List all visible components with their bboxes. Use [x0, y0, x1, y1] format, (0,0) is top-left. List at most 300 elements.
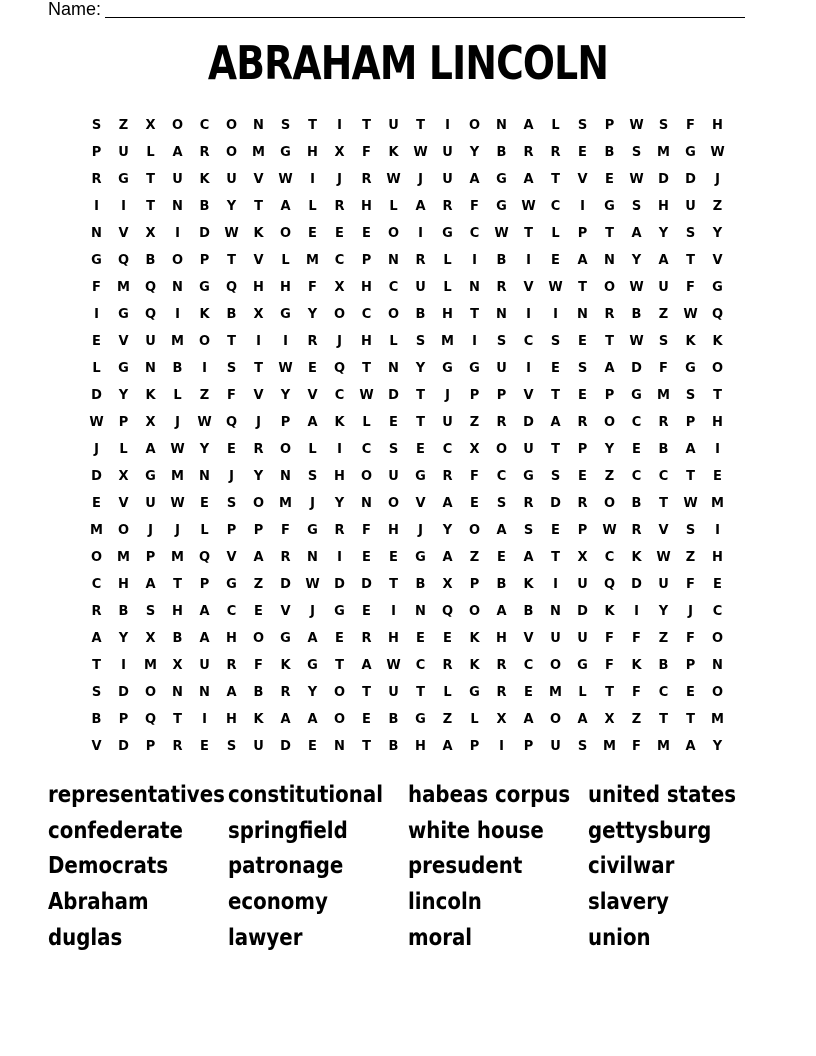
grid-letter[interactable]: Z	[442, 712, 453, 727]
grid-letter[interactable]: H	[172, 604, 183, 619]
grid-letter[interactable]: O	[225, 145, 238, 160]
grid-letter[interactable]: C	[334, 253, 345, 268]
grid-letter[interactable]: H	[307, 145, 318, 160]
grid-letter[interactable]: T	[578, 280, 587, 295]
grid-letter[interactable]: L	[443, 685, 452, 700]
grid-letter[interactable]: L	[308, 199, 317, 214]
grid-letter[interactable]: A	[496, 604, 507, 619]
grid-letter[interactable]: N	[361, 496, 372, 511]
grid-letter[interactable]: D	[388, 388, 399, 403]
grid-letter[interactable]: N	[199, 685, 210, 700]
grid-letter[interactable]: U	[145, 496, 156, 511]
grid-letter[interactable]: U	[550, 631, 561, 646]
grid-letter[interactable]: N	[577, 307, 588, 322]
grid-letter[interactable]: U	[388, 685, 399, 700]
grid-letter[interactable]: Y	[334, 496, 345, 511]
grid-letter[interactable]: W	[278, 172, 293, 187]
grid-letter[interactable]: X	[442, 577, 453, 592]
grid-letter[interactable]: E	[632, 442, 641, 457]
grid-letter[interactable]: L	[200, 523, 209, 538]
grid-letter[interactable]: G	[199, 280, 210, 295]
grid-letter[interactable]: H	[388, 523, 399, 538]
grid-letter[interactable]: H	[712, 118, 723, 133]
grid-letter[interactable]: Q	[144, 280, 157, 295]
grid-letter[interactable]: N	[145, 361, 156, 376]
grid-letter[interactable]: S	[415, 334, 426, 349]
grid-letter[interactable]: I	[175, 226, 180, 241]
grid-letter[interactable]: U	[199, 658, 210, 673]
grid-letter[interactable]: P	[253, 523, 264, 538]
grid-letter[interactable]: F	[281, 523, 290, 538]
grid-letter[interactable]: E	[551, 523, 560, 538]
grid-letter[interactable]: L	[578, 685, 587, 700]
grid-letter[interactable]: P	[199, 253, 210, 268]
grid-letter[interactable]: B	[523, 604, 534, 619]
grid-letter[interactable]: W	[197, 415, 212, 430]
grid-letter[interactable]: X	[145, 118, 156, 133]
grid-letter[interactable]: A	[658, 253, 669, 268]
grid-letter[interactable]: U	[442, 145, 453, 160]
grid-letter[interactable]: R	[577, 496, 588, 511]
grid-letter[interactable]: I	[121, 199, 126, 214]
grid-letter[interactable]: F	[254, 658, 263, 673]
grid-letter[interactable]: L	[92, 361, 101, 376]
grid-letter[interactable]: O	[171, 118, 184, 133]
grid-letter[interactable]: A	[361, 658, 372, 673]
grid-letter[interactable]: N	[307, 550, 318, 565]
grid-letter[interactable]: X	[334, 280, 345, 295]
grid-letter[interactable]: Z	[658, 631, 669, 646]
grid-letter[interactable]: I	[553, 577, 558, 592]
grid-letter[interactable]: E	[335, 631, 344, 646]
grid-letter[interactable]: S	[496, 496, 507, 511]
grid-letter[interactable]: X	[253, 307, 264, 322]
grid-letter[interactable]: L	[443, 280, 452, 295]
grid-letter[interactable]: C	[442, 442, 453, 457]
grid-letter[interactable]: D	[550, 496, 561, 511]
grid-letter[interactable]: X	[577, 550, 588, 565]
grid-letter[interactable]: M	[657, 388, 670, 403]
grid-letter[interactable]: G	[307, 523, 318, 538]
grid-letter[interactable]: J	[175, 523, 180, 538]
grid-letter[interactable]: V	[307, 388, 318, 403]
grid-letter[interactable]: L	[308, 442, 317, 457]
grid-letter[interactable]: N	[712, 658, 723, 673]
grid-letter[interactable]: O	[711, 361, 724, 376]
grid-letter[interactable]: O	[603, 280, 616, 295]
grid-letter[interactable]: U	[496, 361, 507, 376]
grid-letter[interactable]: B	[253, 685, 264, 700]
grid-letter[interactable]: E	[254, 604, 263, 619]
grid-letter[interactable]: B	[388, 739, 399, 754]
grid-letter[interactable]: O	[360, 469, 373, 484]
grid-letter[interactable]: T	[146, 199, 155, 214]
grid-letter[interactable]: R	[361, 172, 372, 187]
grid-letter[interactable]: R	[91, 604, 102, 619]
grid-letter[interactable]: T	[524, 226, 533, 241]
grid-letter[interactable]: D	[280, 739, 291, 754]
grid-letter[interactable]: E	[713, 577, 722, 592]
grid-letter[interactable]: E	[308, 226, 317, 241]
grid-letter[interactable]: Q	[225, 280, 238, 295]
grid-letter[interactable]: T	[173, 577, 182, 592]
grid-letter[interactable]: Y	[280, 388, 291, 403]
grid-letter[interactable]: F	[686, 118, 695, 133]
grid-letter[interactable]: I	[337, 442, 342, 457]
grid-letter[interactable]: G	[685, 361, 696, 376]
grid-letter[interactable]: E	[524, 685, 533, 700]
grid-letter[interactable]: D	[658, 172, 669, 187]
grid-letter[interactable]: T	[308, 118, 317, 133]
grid-letter[interactable]: O	[252, 496, 265, 511]
grid-letter[interactable]: J	[715, 172, 720, 187]
grid-letter[interactable]: T	[173, 712, 182, 727]
grid-letter[interactable]: I	[337, 550, 342, 565]
grid-letter[interactable]: F	[227, 388, 236, 403]
grid-letter[interactable]: J	[229, 469, 234, 484]
grid-letter[interactable]: G	[496, 172, 507, 187]
grid-letter[interactable]: T	[92, 658, 101, 673]
grid-letter[interactable]: B	[415, 577, 426, 592]
grid-letter[interactable]: U	[415, 280, 426, 295]
grid-letter[interactable]: T	[254, 199, 263, 214]
grid-letter[interactable]: D	[199, 226, 210, 241]
grid-letter[interactable]: I	[121, 658, 126, 673]
grid-letter[interactable]: F	[659, 361, 668, 376]
grid-letter[interactable]: B	[496, 577, 507, 592]
grid-letter[interactable]: W	[656, 550, 671, 565]
grid-letter[interactable]: L	[173, 388, 182, 403]
grid-letter[interactable]: U	[442, 172, 453, 187]
grid-letter[interactable]: Q	[144, 712, 157, 727]
grid-letter[interactable]: B	[172, 361, 183, 376]
grid-letter[interactable]: T	[686, 469, 695, 484]
grid-letter[interactable]: A	[523, 118, 534, 133]
grid-letter[interactable]: P	[361, 253, 372, 268]
grid-letter[interactable]: O	[387, 496, 400, 511]
grid-letter[interactable]: M	[171, 334, 184, 349]
grid-letter[interactable]: B	[604, 145, 615, 160]
grid-letter[interactable]: T	[686, 253, 695, 268]
grid-letter[interactable]: S	[91, 118, 102, 133]
grid-letter[interactable]: C	[469, 226, 480, 241]
grid-letter[interactable]: T	[470, 307, 479, 322]
grid-letter[interactable]: U	[388, 118, 399, 133]
grid-letter[interactable]: I	[472, 253, 477, 268]
grid-letter[interactable]: M	[657, 739, 670, 754]
grid-letter[interactable]: O	[333, 307, 346, 322]
grid-letter[interactable]: L	[362, 415, 371, 430]
grid-letter[interactable]: O	[117, 523, 130, 538]
grid-letter[interactable]: S	[631, 145, 642, 160]
grid-letter[interactable]: S	[577, 739, 588, 754]
grid-letter[interactable]: I	[634, 604, 639, 619]
grid-letter[interactable]: P	[469, 388, 480, 403]
grid-letter[interactable]: U	[442, 415, 453, 430]
grid-letter[interactable]: W	[224, 226, 239, 241]
grid-letter[interactable]: W	[629, 172, 644, 187]
grid-letter[interactable]: W	[386, 172, 401, 187]
grid-letter[interactable]: R	[334, 523, 345, 538]
grid-letter[interactable]: E	[335, 226, 344, 241]
grid-letter[interactable]: F	[308, 280, 317, 295]
grid-letter[interactable]: L	[389, 334, 398, 349]
grid-letter[interactable]: C	[226, 604, 237, 619]
grid-letter[interactable]: B	[145, 253, 156, 268]
grid-letter[interactable]: O	[279, 442, 292, 457]
grid-letter[interactable]: X	[145, 631, 156, 646]
grid-letter[interactable]: A	[442, 550, 453, 565]
grid-letter[interactable]: G	[415, 712, 426, 727]
grid-letter[interactable]: R	[415, 253, 426, 268]
grid-letter[interactable]: U	[577, 631, 588, 646]
grid-letter[interactable]: G	[685, 145, 696, 160]
grid-letter[interactable]: X	[118, 469, 129, 484]
grid-letter[interactable]: O	[252, 631, 265, 646]
grid-letter[interactable]: O	[495, 442, 508, 457]
grid-letter[interactable]: B	[199, 199, 210, 214]
grid-letter[interactable]: A	[550, 415, 561, 430]
grid-letter[interactable]: F	[686, 280, 695, 295]
grid-letter[interactable]: O	[144, 685, 157, 700]
grid-letter[interactable]: M	[603, 739, 616, 754]
grid-letter[interactable]: M	[657, 145, 670, 160]
grid-letter[interactable]: V	[280, 604, 291, 619]
grid-letter[interactable]: S	[145, 604, 156, 619]
grid-letter[interactable]: I	[310, 172, 315, 187]
grid-letter[interactable]: V	[91, 739, 102, 754]
grid-letter[interactable]: E	[551, 361, 560, 376]
grid-letter[interactable]: Z	[469, 415, 480, 430]
grid-letter[interactable]: R	[442, 658, 453, 673]
grid-letter[interactable]: T	[659, 496, 668, 511]
grid-letter[interactable]: O	[711, 631, 724, 646]
grid-letter[interactable]: J	[256, 415, 261, 430]
grid-letter[interactable]: V	[118, 496, 129, 511]
grid-letter[interactable]: I	[499, 739, 504, 754]
grid-letter[interactable]: A	[307, 415, 318, 430]
grid-letter[interactable]: T	[227, 334, 236, 349]
grid-letter[interactable]: E	[686, 685, 695, 700]
grid-letter[interactable]: V	[577, 172, 588, 187]
grid-letter[interactable]: Q	[603, 577, 616, 592]
grid-letter[interactable]: C	[523, 334, 534, 349]
grid-letter[interactable]: G	[469, 361, 480, 376]
grid-letter[interactable]: T	[362, 118, 371, 133]
grid-letter[interactable]: R	[442, 469, 453, 484]
grid-letter[interactable]: I	[283, 334, 288, 349]
grid-letter[interactable]: K	[199, 307, 210, 322]
grid-letter[interactable]: R	[604, 307, 615, 322]
grid-letter[interactable]: N	[604, 253, 615, 268]
grid-letter[interactable]: K	[469, 658, 480, 673]
grid-letter[interactable]: F	[605, 631, 614, 646]
grid-letter[interactable]: X	[469, 442, 480, 457]
grid-letter[interactable]: A	[523, 172, 534, 187]
grid-letter[interactable]: Q	[198, 550, 211, 565]
grid-letter[interactable]: G	[145, 469, 156, 484]
grid-letter[interactable]: Y	[118, 631, 129, 646]
grid-letter[interactable]: P	[280, 415, 291, 430]
grid-letter[interactable]: B	[226, 307, 237, 322]
grid-letter[interactable]: M	[117, 550, 130, 565]
grid-letter[interactable]: W	[89, 415, 104, 430]
grid-letter[interactable]: W	[170, 442, 185, 457]
grid-letter[interactable]: I	[472, 334, 477, 349]
grid-letter[interactable]: Y	[712, 739, 723, 754]
grid-letter[interactable]: I	[94, 307, 99, 322]
grid-letter[interactable]: C	[658, 685, 669, 700]
grid-letter[interactable]: U	[145, 334, 156, 349]
grid-letter[interactable]: M	[279, 496, 292, 511]
grid-letter[interactable]: J	[337, 334, 342, 349]
grid-letter[interactable]: I	[526, 307, 531, 322]
grid-letter[interactable]: T	[551, 388, 560, 403]
grid-letter[interactable]: C	[361, 442, 372, 457]
grid-letter[interactable]: Y	[307, 685, 318, 700]
grid-letter[interactable]: J	[418, 523, 423, 538]
grid-letter[interactable]: O	[603, 496, 616, 511]
grid-letter[interactable]: J	[310, 604, 315, 619]
grid-letter[interactable]: V	[523, 388, 534, 403]
grid-letter[interactable]: F	[605, 658, 614, 673]
grid-letter[interactable]: J	[148, 523, 153, 538]
grid-letter[interactable]: E	[605, 172, 614, 187]
grid-letter[interactable]: I	[175, 307, 180, 322]
grid-letter[interactable]: R	[658, 415, 669, 430]
grid-letter[interactable]: G	[118, 361, 129, 376]
grid-letter[interactable]: N	[172, 280, 183, 295]
grid-letter[interactable]: O	[171, 253, 184, 268]
grid-letter[interactable]: E	[389, 415, 398, 430]
grid-letter[interactable]: R	[361, 631, 372, 646]
grid-letter[interactable]: O	[333, 685, 346, 700]
grid-letter[interactable]: C	[604, 550, 615, 565]
grid-letter[interactable]: R	[91, 172, 102, 187]
grid-letter[interactable]: M	[441, 334, 454, 349]
grid-letter[interactable]: A	[631, 226, 642, 241]
grid-letter[interactable]: G	[280, 145, 291, 160]
grid-letter[interactable]: N	[388, 253, 399, 268]
grid-letter[interactable]: C	[415, 658, 426, 673]
grid-letter[interactable]: L	[551, 118, 560, 133]
grid-letter[interactable]: T	[416, 388, 425, 403]
grid-letter[interactable]: Z	[253, 577, 264, 592]
grid-letter[interactable]: W	[629, 280, 644, 295]
grid-letter[interactable]: T	[362, 361, 371, 376]
grid-letter[interactable]: P	[469, 577, 480, 592]
grid-letter[interactable]: B	[388, 712, 399, 727]
grid-letter[interactable]: W	[359, 388, 374, 403]
grid-letter[interactable]: K	[280, 658, 291, 673]
grid-letter[interactable]: G	[442, 226, 453, 241]
grid-letter[interactable]: P	[523, 739, 534, 754]
grid-letter[interactable]: N	[91, 226, 102, 241]
grid-letter[interactable]: I	[202, 361, 207, 376]
grid-letter[interactable]: L	[470, 712, 479, 727]
grid-letter[interactable]: E	[578, 469, 587, 484]
grid-letter[interactable]: U	[226, 172, 237, 187]
grid-letter[interactable]: G	[415, 469, 426, 484]
grid-letter[interactable]: I	[94, 199, 99, 214]
grid-letter[interactable]: K	[253, 712, 264, 727]
grid-letter[interactable]: A	[145, 577, 156, 592]
grid-letter[interactable]: C	[712, 604, 723, 619]
grid-letter[interactable]: X	[496, 712, 507, 727]
grid-letter[interactable]: D	[91, 388, 102, 403]
grid-letter[interactable]: G	[604, 199, 615, 214]
grid-letter[interactable]: I	[391, 604, 396, 619]
grid-letter[interactable]: B	[415, 307, 426, 322]
grid-letter[interactable]: R	[550, 145, 561, 160]
grid-letter[interactable]: S	[550, 334, 561, 349]
grid-letter[interactable]: T	[551, 550, 560, 565]
grid-letter[interactable]: P	[577, 442, 588, 457]
grid-letter[interactable]: W	[683, 496, 698, 511]
grid-letter[interactable]: A	[685, 739, 696, 754]
grid-letter[interactable]: A	[604, 361, 615, 376]
grid-letter[interactable]: G	[631, 388, 642, 403]
grid-letter[interactable]: S	[307, 469, 318, 484]
grid-letter[interactable]: R	[523, 496, 534, 511]
grid-letter[interactable]: I	[715, 442, 720, 457]
grid-letter[interactable]: D	[91, 469, 102, 484]
grid-letter[interactable]: M	[171, 469, 184, 484]
grid-letter[interactable]: G	[469, 685, 480, 700]
grid-letter[interactable]: R	[496, 415, 507, 430]
grid-letter[interactable]: I	[580, 199, 585, 214]
grid-letter[interactable]: J	[310, 496, 315, 511]
grid-letter[interactable]: W	[386, 658, 401, 673]
grid-letter[interactable]: H	[253, 280, 264, 295]
grid-letter[interactable]: A	[307, 712, 318, 727]
grid-letter[interactable]: O	[549, 712, 562, 727]
grid-letter[interactable]: A	[469, 172, 480, 187]
grid-letter[interactable]: N	[496, 118, 507, 133]
grid-letter[interactable]: E	[578, 145, 587, 160]
grid-letter[interactable]: R	[307, 334, 318, 349]
grid-letter[interactable]: Z	[604, 469, 615, 484]
grid-letter[interactable]: T	[551, 172, 560, 187]
grid-letter[interactable]: O	[468, 604, 481, 619]
grid-letter[interactable]: Y	[199, 442, 210, 457]
grid-letter[interactable]: K	[523, 577, 534, 592]
grid-letter[interactable]: F	[470, 199, 479, 214]
grid-letter[interactable]: F	[362, 523, 371, 538]
grid-letter[interactable]: S	[226, 361, 237, 376]
grid-letter[interactable]: W	[413, 145, 428, 160]
grid-letter[interactable]: A	[226, 685, 237, 700]
grid-letter[interactable]: P	[469, 739, 480, 754]
grid-letter[interactable]: K	[631, 550, 642, 565]
grid-letter[interactable]: B	[631, 496, 642, 511]
grid-letter[interactable]: L	[119, 442, 128, 457]
grid-letter[interactable]: R	[280, 685, 291, 700]
grid-letter[interactable]: Y	[226, 199, 237, 214]
grid-letter[interactable]: K	[685, 334, 696, 349]
grid-letter[interactable]: A	[496, 523, 507, 538]
grid-letter[interactable]: A	[91, 631, 102, 646]
grid-letter[interactable]: T	[686, 712, 695, 727]
grid-letter[interactable]: G	[118, 172, 129, 187]
grid-letter[interactable]: U	[577, 577, 588, 592]
grid-letter[interactable]: P	[604, 118, 615, 133]
grid-letter[interactable]: P	[577, 523, 588, 538]
grid-letter[interactable]: B	[631, 307, 642, 322]
grid-letter[interactable]: W	[548, 280, 563, 295]
grid-letter[interactable]: E	[389, 550, 398, 565]
grid-letter[interactable]: A	[199, 604, 210, 619]
